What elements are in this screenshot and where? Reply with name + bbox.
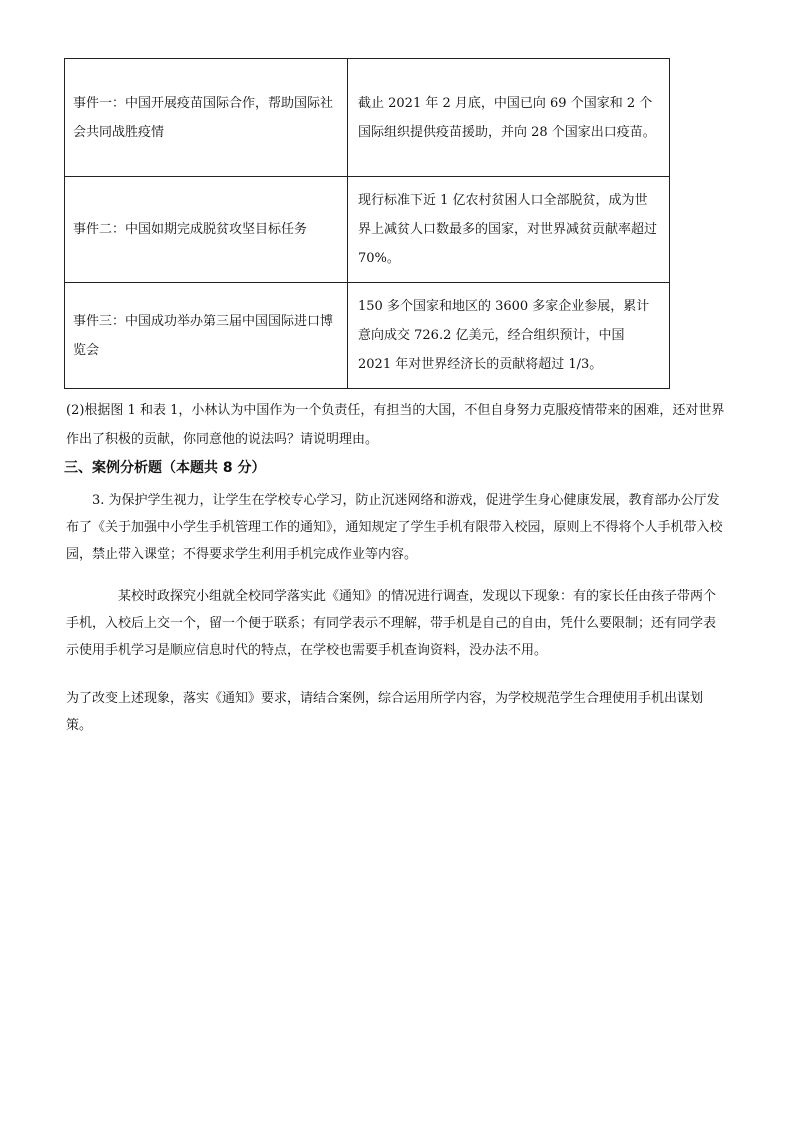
case-paragraph: 3. 为保护学生视力，让学生在学校专心学习，防止沉迷网络和游戏，促进学生身心健康发展，教育部办公厅发布了《关于加强中小学生手机管理工作的通知》，通知规定了学生手机有限带入校园，原则上不得将个人手机带入校园，禁止带入课堂；不得要求学生利用手机完成作业等内容。 xyxy=(66,493,723,562)
task-paragraph: 为了改变上述现象，落实《通知》要求，请结合案例，综合运用所学内容，为学校规范学生合理使用手机出谋划策。 xyxy=(66,691,704,733)
survey-paragraph: 某校时政探究小组就全校同学落实此《通知》的情况进行调查，发现以下现象：有的家长任由孩子带两个手机，入校后上交一个，留一个便于联系；有同学表示不理解，带手机是自己的自由，凭什么要限制；还有同学表示使用手机学习是顺应信息时代的特点，在学校也需要手机查询资料，没办法不用。 xyxy=(66,589,717,658)
description-cell: 截止 2021 年 2 月底，中国已向 69 个国家和 2 个国际组织提供疫苗援助，并向 28 个国家出口疫苗。 xyxy=(348,59,670,177)
event-cell: 事件二：中国如期完成脱贫攻坚目标任务 xyxy=(65,177,348,283)
event-cell: 事件三：中国成功举办第三届中国国际进口博览会 xyxy=(65,283,348,389)
table-row xyxy=(65,177,670,283)
events-table xyxy=(64,58,670,389)
event-cell: 事件一：中国开展疫苗国际合作，帮助国际社会共同战胜疫情 xyxy=(65,59,348,177)
question-2-text: (2)根据图 1 和表 1，小林认为中国作为一个负责任，有担当的大国，不但自身努力克服疫情带来的困难，还对世界作出了积极的贡献，你同意他的说法吗？请说明理由。 xyxy=(66,403,725,447)
section-title: 三、案例分析题（本题共 8 分） xyxy=(64,460,266,476)
description-cell: 150 多个国家和地区的 3600 多家企业参展，累计意向成交 726.2 亿美元，经合组织预计，中国 2021 年对世界经济长的贡献将超过 1/3。 xyxy=(348,283,670,389)
description-cell: 现行标准下近 1 亿农村贫困人口全部脱贫，成为世界上减贫人口数最多的国家，对世界减贫贡献率超过 70%。 xyxy=(348,177,670,283)
table-row xyxy=(65,283,670,389)
table-row xyxy=(65,59,670,177)
